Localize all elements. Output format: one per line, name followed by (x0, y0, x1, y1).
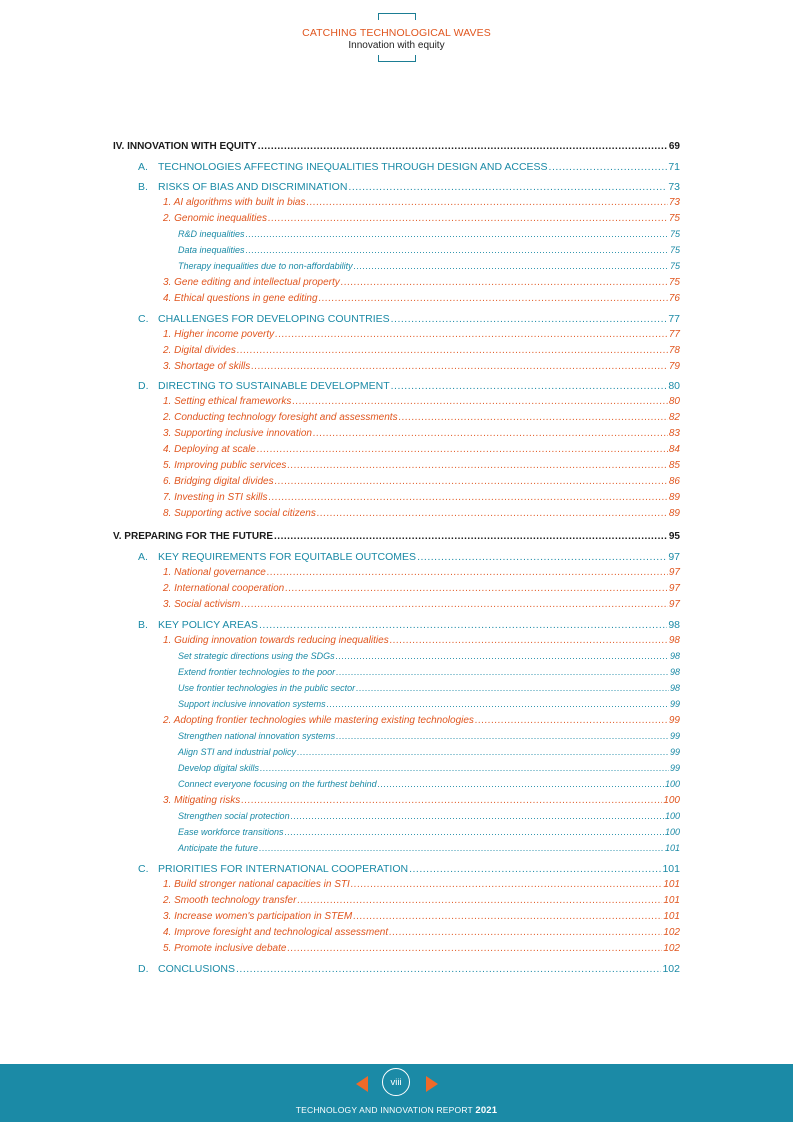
toc-entry[interactable] (163, 927, 680, 942)
toc-dot-leader (259, 619, 667, 631)
toc-page-number: 77 (668, 329, 680, 340)
toc-dot-leader (317, 508, 668, 519)
toc-entry[interactable] (163, 444, 680, 459)
toc-entry[interactable] (178, 683, 680, 698)
toc-page-number: 75 (668, 277, 680, 288)
toc-dot-leader (291, 811, 664, 821)
toc-entry-title: Anticipate the future (178, 843, 259, 853)
toc-dot-leader (258, 141, 668, 152)
next-page-arrow-icon[interactable] (426, 1076, 438, 1092)
toc-entry[interactable] (163, 567, 680, 582)
toc-entry[interactable] (178, 229, 680, 244)
toc-dot-leader (297, 895, 662, 906)
toc-page-number: 89 (668, 492, 680, 503)
toc-page-number: 98 (668, 619, 680, 631)
toc-entry-text: RISKS OF BIAS AND DISCRIMINATION (158, 181, 348, 193)
toc-entry[interactable] (138, 380, 680, 395)
toc-entry[interactable] (163, 428, 680, 443)
toc-page-number: 80 (668, 396, 680, 407)
toc-entry-title: 7. Investing in STI skills (163, 492, 268, 503)
toc-page-number: 97 (668, 583, 680, 594)
toc-entry-title: R&D inequalities (178, 229, 245, 239)
toc-entry-title: 2. Digital divides (163, 345, 236, 356)
toc-page-number: 73 (668, 197, 680, 208)
toc-entry[interactable] (178, 667, 680, 682)
toc-entry[interactable] (163, 476, 680, 491)
toc-entry-title: Align STI and industrial policy (178, 747, 297, 757)
toc-entry-title: 3. Social activism (163, 599, 241, 610)
toc-entry-title: 1. Setting ethical frameworks (163, 396, 292, 407)
toc-dot-leader (549, 161, 668, 173)
toc-entry[interactable] (163, 396, 680, 411)
toc-page-number: 80 (668, 380, 680, 392)
toc-page-number: 71 (668, 161, 680, 173)
toc-entry-title (138, 619, 258, 631)
toc-entry[interactable] (163, 583, 680, 598)
toc-page-number: 95 (668, 531, 680, 542)
toc-entry-title (138, 380, 390, 392)
toc-entry[interactable] (178, 811, 680, 826)
toc-entry[interactable] (163, 943, 680, 958)
footer-report-name (0, 1105, 793, 1116)
toc-page-number: 89 (668, 508, 680, 519)
header-subtitle: Innovation with equity (348, 40, 445, 51)
toc-entry[interactable] (163, 293, 680, 308)
toc-entry[interactable] (178, 261, 680, 276)
toc-entry[interactable] (178, 699, 680, 714)
toc-entry-title: 5. Promote inclusive debate (163, 943, 287, 954)
toc-dot-leader (341, 277, 668, 288)
toc-entry[interactable] (163, 911, 680, 926)
toc-dot-leader (267, 567, 668, 578)
toc-page-number: 99 (668, 715, 680, 726)
toc-entry-text: CHALLENGES FOR DEVELOPING COUNTRIES (158, 313, 390, 325)
toc-page-number: 101 (664, 843, 680, 853)
toc-dot-leader (378, 779, 664, 789)
toc-entry-title (138, 181, 347, 193)
toc-dot-leader (409, 863, 661, 875)
toc-page-number: 97 (668, 599, 680, 610)
toc-entry-title: 1. Guiding innovation towards reducing inequalities (163, 635, 389, 646)
toc-entry-title: 3. Shortage of skills (163, 361, 251, 372)
toc-page-number: 86 (668, 476, 680, 487)
toc-page-number: 75 (669, 261, 680, 271)
toc-page-number: 100 (664, 811, 680, 821)
toc-dot-leader (475, 715, 668, 726)
toc-dot-leader (268, 492, 667, 503)
toc-entry-title: Develop digital skills (178, 763, 260, 773)
toc-dot-leader (285, 583, 668, 594)
toc-entry[interactable] (163, 492, 680, 507)
toc-dot-leader (237, 345, 668, 356)
toc-page-number: 75 (669, 229, 680, 239)
toc-entry-letter: C. (138, 863, 149, 875)
toc-page-number: 97 (668, 567, 680, 578)
toc-page-number: 98 (669, 651, 680, 661)
toc-entry-text: DIRECTING TO SUSTAINABLE DEVELOPMENT (158, 380, 390, 392)
toc-dot-leader (259, 843, 664, 853)
toc-dot-leader (297, 747, 669, 757)
toc-dot-leader (246, 245, 669, 255)
toc-entry[interactable] (163, 715, 680, 730)
toc-entry[interactable] (163, 345, 680, 360)
toc-entry[interactable] (163, 460, 680, 475)
toc-entry-title: 3. Increase women's participation in STEM (163, 911, 353, 922)
toc-entry[interactable] (113, 141, 680, 156)
toc-dot-leader (287, 943, 662, 954)
toc-entry-letter: A. (138, 551, 148, 563)
toc-dot-leader (246, 229, 669, 239)
toc-entry-title: Therapy inequalities due to non-affordability (178, 261, 353, 271)
toc-entry-title: 3. Mitigating risks (163, 795, 241, 806)
toc-entry[interactable] (163, 508, 680, 523)
toc-entry-title: 2. International cooperation (163, 583, 285, 594)
toc-entry[interactable] (178, 731, 680, 746)
toc-entry-letter: D. (138, 380, 149, 392)
toc-entry-title (138, 963, 235, 975)
toc-entry-title (138, 551, 416, 563)
toc-entry-title: 6. Bridging digital divides (163, 476, 274, 487)
toc-entry-text: PRIORITIES FOR INTERNATIONAL COOPERATION (158, 863, 409, 875)
toc-dot-leader (306, 197, 667, 208)
toc-entry-title: 2. Conducting technology foresight and assessments (163, 412, 398, 423)
toc-entry[interactable] (163, 879, 680, 894)
toc-entry-title: Extend frontier technologies to the poor (178, 667, 336, 677)
toc-page-number: 100 (664, 827, 680, 837)
toc-entry-title: V. PREPARING FOR THE FUTURE (113, 531, 274, 542)
toc-entry-text: TECHNOLOGIES AFFECTING INEQUALITIES THROUGH DESIGN AND ACCESS (158, 161, 548, 173)
toc-page-number: 69 (668, 141, 680, 152)
toc-entry-title: Connect everyone focusing on the furthest behind (178, 779, 377, 789)
toc-dot-leader (260, 763, 669, 773)
toc-page-number: 99 (669, 747, 680, 757)
toc-entry-title: Strengthen national innovation systems (178, 731, 336, 741)
toc-entry-title: 1. Build stronger national capacities in STI (163, 879, 350, 890)
toc-page-number: 75 (669, 245, 680, 255)
toc-entry[interactable] (178, 651, 680, 666)
toc-dot-leader (274, 531, 668, 542)
toc-entry-title: Use frontier technologies in the public sector (178, 683, 356, 693)
toc-dot-leader (275, 476, 668, 487)
toc-entry[interactable] (178, 827, 680, 842)
header-title: CATCHING TECHNOLOGICAL WAVES (302, 27, 491, 39)
toc-entry-title (138, 161, 548, 173)
toc-entry[interactable] (138, 863, 680, 878)
toc-entry[interactable] (138, 181, 680, 196)
toc-dot-leader (257, 444, 668, 455)
toc-entry-text: KEY REQUIREMENTS FOR EQUITABLE OUTCOMES (158, 551, 417, 563)
toc-dot-leader (313, 428, 668, 439)
toc-dot-leader (389, 927, 662, 938)
toc-page-number: 79 (668, 361, 680, 372)
toc-entry[interactable] (163, 599, 680, 614)
toc-dot-leader (268, 213, 668, 224)
toc-dot-leader (327, 699, 669, 709)
toc-page-number: 99 (669, 763, 680, 773)
toc-entry-title: IV. INNOVATION WITH EQUITY (113, 141, 257, 152)
toc-dot-leader (391, 380, 668, 392)
toc-dot-leader (336, 731, 669, 741)
toc-entry-title: Support inclusive innovation systems (178, 699, 326, 709)
toc-page-number: 101 (663, 895, 680, 906)
header-bracket-top (378, 13, 416, 20)
toc-page-number: 99 (669, 699, 680, 709)
toc-dot-leader (285, 827, 664, 837)
toc-dot-leader (356, 683, 669, 693)
toc-entry[interactable] (178, 763, 680, 778)
toc-page-number: 73 (668, 181, 680, 193)
toc-entry[interactable] (163, 795, 680, 810)
toc-entry-title: 1. AI algorithms with built in bias (163, 197, 306, 208)
toc-entry[interactable] (113, 531, 680, 546)
toc-entry-title: 3. Gene editing and intellectual property (163, 277, 340, 288)
toc-entry-letter: C. (138, 313, 149, 325)
toc-entry-title: Strengthen social protection (178, 811, 290, 821)
report-name: TECHNOLOGY AND INNOVATION REPORT (295, 1105, 473, 1115)
toc-entry[interactable] (163, 197, 680, 212)
toc-entry[interactable] (163, 213, 680, 228)
toc-entry[interactable] (163, 412, 680, 427)
page-number-badge: viii (382, 1068, 410, 1096)
toc-dot-leader (336, 667, 669, 677)
toc-page-number: 77 (668, 313, 680, 325)
toc-entry[interactable] (163, 895, 680, 910)
toc-dot-leader (292, 396, 667, 407)
toc-entry-title: 3. Supporting inclusive innovation (163, 428, 312, 439)
toc-entry-title: 5. Improving public services (163, 460, 287, 471)
toc-page-number: 98 (669, 683, 680, 693)
toc-dot-leader (399, 412, 668, 423)
toc-entry-title: 4. Improve foresight and technological assessment (163, 927, 389, 938)
toc-page-number: 98 (668, 635, 680, 646)
toc-entry[interactable] (178, 747, 680, 762)
toc-entry-title (138, 863, 408, 875)
toc-entry-text: CONCLUSIONS (158, 963, 236, 975)
toc-entry[interactable] (163, 635, 680, 650)
toc-dot-leader (236, 963, 661, 975)
toc-page-number: 102 (663, 943, 680, 954)
toc-entry-title: 1. National governance (163, 567, 266, 578)
toc-page-number: 85 (668, 460, 680, 471)
toc-entry[interactable] (138, 619, 680, 634)
previous-page-arrow-icon[interactable] (356, 1076, 368, 1092)
toc-dot-leader (390, 635, 668, 646)
toc-page-number: 101 (662, 863, 680, 875)
toc-page-number: 84 (668, 444, 680, 455)
toc-entry[interactable] (138, 963, 680, 978)
toc-entry[interactable] (138, 313, 680, 328)
toc-entry[interactable] (138, 161, 680, 176)
toc-dot-leader (351, 879, 663, 890)
toc-dot-leader (336, 651, 669, 661)
toc-page-number: 101 (663, 879, 680, 890)
toc-page-number: 102 (663, 927, 680, 938)
toc-page-number: 82 (668, 412, 680, 423)
toc-entry-letter: B. (138, 619, 148, 631)
toc-page-number: 83 (668, 428, 680, 439)
toc-dot-leader (353, 911, 662, 922)
toc-entry-title: 8. Supporting active social citizens (163, 508, 316, 519)
toc-entry-title: 2. Smooth technology transfer (163, 895, 297, 906)
toc-entry[interactable] (163, 277, 680, 292)
toc-dot-leader (319, 293, 668, 304)
report-year: 2021 (475, 1105, 498, 1116)
toc-entry[interactable] (178, 245, 680, 260)
toc-dot-leader (348, 181, 667, 193)
toc-dot-leader (251, 361, 668, 372)
toc-page-number: 100 (664, 779, 680, 789)
toc-entry-text: KEY POLICY AREAS (158, 619, 258, 631)
toc-entry[interactable] (178, 779, 680, 794)
header-bracket-bottom (378, 55, 416, 62)
toc-entry-title: Ease workforce transitions (178, 827, 284, 837)
toc-entry-title: 2. Genomic inequalities (163, 213, 267, 224)
toc-entry-title: 4. Ethical questions in gene editing (163, 293, 318, 304)
toc-entry-title: Data inequalities (178, 245, 245, 255)
toc-page-number: 98 (669, 667, 680, 677)
toc-dot-leader (241, 795, 662, 806)
toc-dot-leader (287, 460, 667, 471)
toc-dot-leader (391, 313, 668, 325)
toc-entry-title: 2. Adopting frontier technologies while mastering existing technologies (163, 715, 474, 726)
toc-dot-leader (354, 261, 669, 271)
toc-entry-title (138, 313, 390, 325)
toc-entry-letter: A. (138, 161, 148, 173)
toc-entry-title: 4. Deploying at scale (163, 444, 256, 455)
toc-page-number: 75 (668, 213, 680, 224)
toc-page-number: 100 (663, 795, 680, 806)
toc-page-number: 101 (663, 911, 680, 922)
toc-entry-letter: D. (138, 963, 149, 975)
toc-entry[interactable] (178, 843, 680, 858)
toc-page-number: 97 (668, 551, 680, 563)
toc-entry[interactable] (138, 551, 680, 566)
toc-entry[interactable] (163, 329, 680, 344)
toc-entry-letter: B. (138, 181, 148, 193)
toc-page-number: 78 (668, 345, 680, 356)
toc-entry-title: Set strategic directions using the SDGs (178, 651, 335, 661)
toc-page-number: 102 (662, 963, 680, 975)
toc-dot-leader (241, 599, 668, 610)
toc-entry-title: 1. Higher income poverty (163, 329, 275, 340)
toc-dot-leader (417, 551, 667, 563)
toc-dot-leader (275, 329, 668, 340)
toc-page-number: 99 (669, 731, 680, 741)
toc-entry[interactable] (163, 361, 680, 376)
toc-page-number: 76 (668, 293, 680, 304)
